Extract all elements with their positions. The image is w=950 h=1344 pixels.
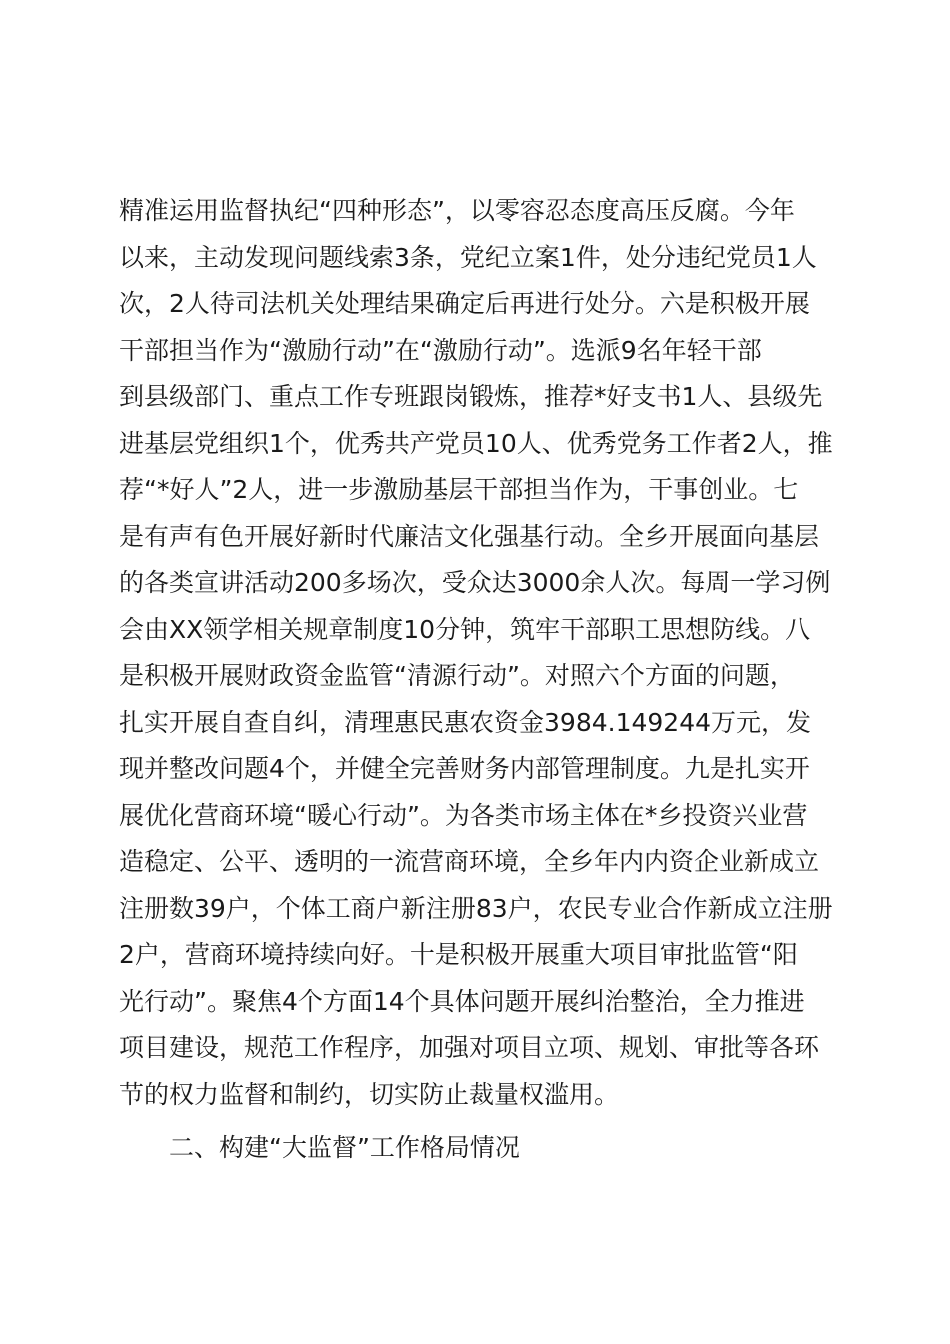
paragraph-line: 到县级部门、重点工作专班跟岗锻炼，推荐*好支书1人、县级先 <box>119 382 823 411</box>
paragraph-line: 精准运用监督执纪“四种形态”，以零容忍态度高压反腐。今年 <box>119 196 795 225</box>
paragraph-line: 进基层党组织1个，优秀共产党员10人、优秀党务工作者2人，推 <box>119 428 833 458</box>
paragraph-line: 次，2人待司法机关处理结果确定后再进行处分。六是积极开展 <box>119 289 810 318</box>
body-paragraph <box>119 188 859 1118</box>
paragraph-line: 是有声有色开展好新时代廉洁文化强基行动。全乡开展面向基层 <box>119 521 820 551</box>
paragraph-line: 扎实开展自查自纠，清理惠民惠农资金3984.149244万元，发 <box>119 707 812 737</box>
paragraph-line: 造稳定、公平、透明的一流营商环境，全乡年内内资企业新成立 <box>119 847 820 876</box>
paragraph-line: 是积极开展财政资金监管“清源行动”。对照六个方面的问题， <box>119 661 795 690</box>
paragraph-line: 2户，营商环境持续向好。十是积极开展重大项目审批监管“阳 <box>119 940 798 969</box>
paragraph-line: 现并整改问题4个，并健全完善财务内部管理制度。九是扎实开 <box>119 754 810 783</box>
paragraph-line: 节的权力监督和制约，切实防止裁量权滥用。 <box>119 1079 620 1109</box>
paragraph-line: 荐“*好人”2人，进一步激励基层干部担当作为，干事创业。七 <box>119 475 799 504</box>
paragraph-line: 干部担当作为“激励行动”在“激励行动”。选派9名年轻干部 <box>119 335 762 365</box>
section-heading <box>119 1125 520 1172</box>
paragraph-line: 的各类宣讲活动200多场次，受众达3000余人次。每周一学习例 <box>119 568 831 597</box>
paragraph-line: 会由XX领学相关规章制度10分钟，筑牢干部职工思想防线。八 <box>119 614 811 644</box>
paragraph-line: 光行动”。聚焦4个方面14个具体问题开展纠治整治，全力推进 <box>119 986 805 1016</box>
paragraph-line: 项目建设，规范工作程序，加强对项目立项、规划、审批等各环 <box>119 1033 820 1062</box>
section-heading-text: 二、构建“大监督”工作格局情况 <box>169 1133 520 1162</box>
paragraph-line: 注册数39户，个体工商户新注册83户，农民专业合作新成立注册 <box>119 893 833 923</box>
paragraph-line: 以来，主动发现问题线索3条，党纪立案1件，处分违纪党员1人 <box>119 242 817 272</box>
paragraph-line: 展优化营商环境“暖心行动”。为各类市场主体在*乡投资兴业营 <box>119 800 808 830</box>
